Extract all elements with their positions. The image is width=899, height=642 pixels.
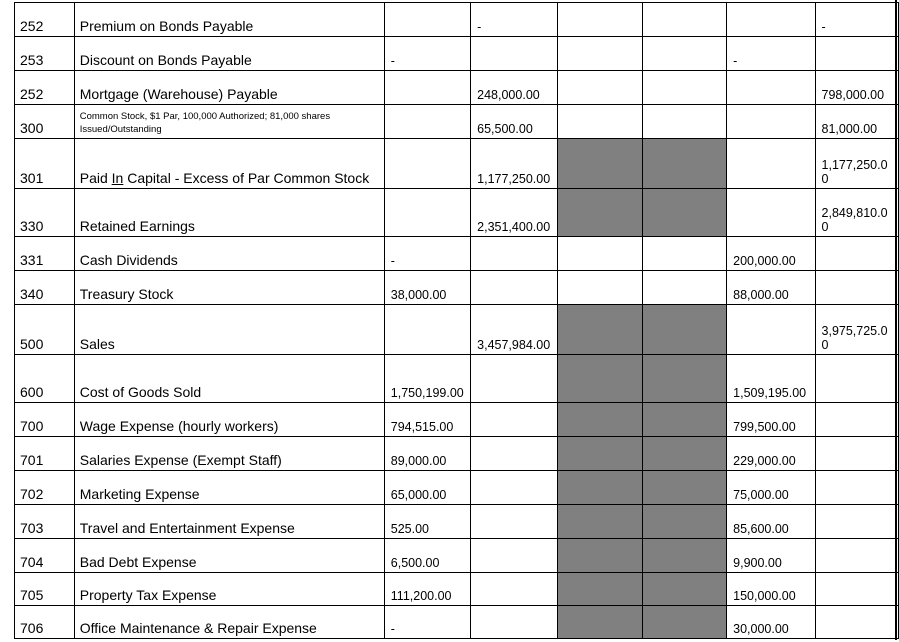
debit-cell-2: 150,000.00 — [727, 573, 815, 606]
ledger-row — [15, 505, 899, 539]
account-name: Sales — [74, 305, 384, 355]
account-number: 500 — [15, 305, 75, 355]
ledger-body — [15, 3, 899, 639]
credit-cell-2 — [815, 271, 898, 305]
account-name: Bad Debt Expense — [74, 539, 384, 573]
debit-cell-1: 525.00 — [384, 505, 470, 539]
debit-cell-2 — [727, 105, 815, 139]
credit-cell-1 — [471, 237, 557, 271]
account-name: Treasury Stock — [74, 271, 384, 305]
account-name — [74, 105, 384, 139]
account-name: Mortgage (Warehouse) Payable — [74, 71, 384, 105]
credit-cell-1 — [471, 606, 557, 639]
blank-cell-3 — [557, 3, 642, 37]
debit-cell-1 — [384, 189, 470, 237]
account-number: 331 — [15, 237, 75, 271]
debit-cell-1: 65,000.00 — [384, 471, 470, 505]
account-name: Property Tax Expense — [74, 573, 384, 606]
account-name-part: Paid — [79, 170, 112, 186]
debit-cell-1: - — [384, 606, 470, 639]
debit-cell-1: 1,750,199.00 — [384, 355, 470, 403]
debit-cell-1 — [384, 71, 470, 105]
account-number: 702 — [15, 471, 75, 505]
ledger-row — [15, 355, 899, 403]
blank-cell-3 — [557, 139, 642, 189]
account-number: 340 — [15, 271, 75, 305]
debit-cell-2 — [727, 189, 815, 237]
credit-cell-2: 798,000.00 — [815, 71, 898, 105]
credit-cell-2 — [815, 403, 898, 437]
account-number: 705 — [15, 573, 75, 606]
blank-cell-4 — [642, 606, 726, 639]
account-name-underlined: In — [111, 170, 124, 186]
debit-cell-2: 200,000.00 — [727, 237, 815, 271]
account-number: 252 — [15, 71, 75, 105]
blank-cell-3 — [557, 403, 642, 437]
debit-cell-2: 75,000.00 — [727, 471, 815, 505]
credit-cell-2: - — [815, 3, 898, 37]
account-number: 700 — [15, 403, 75, 437]
credit-cell-2: 3,975,725.00 — [815, 305, 898, 355]
blank-cell-4 — [642, 305, 726, 355]
account-number: 704 — [15, 539, 75, 573]
debit-cell-1 — [384, 139, 470, 189]
account-number: 701 — [15, 437, 75, 471]
debit-cell-1: 794,515.00 — [384, 403, 470, 437]
ledger-row — [15, 606, 899, 639]
ledger-row — [15, 3, 899, 37]
credit-cell-2: 81,000.00 — [815, 105, 898, 139]
credit-cell-2 — [815, 606, 898, 639]
blank-cell-3 — [557, 505, 642, 539]
blank-cell-3 — [557, 305, 642, 355]
debit-cell-1: 111,200.00 — [384, 573, 470, 606]
debit-cell-2: 1,509,195.00 — [727, 355, 815, 403]
debit-cell-1 — [384, 105, 470, 139]
ledger-row — [15, 573, 899, 606]
ledger-row — [15, 37, 899, 71]
blank-cell-3 — [557, 189, 642, 237]
credit-cell-2 — [815, 539, 898, 573]
debit-cell-1: - — [384, 37, 470, 71]
debit-cell-2: 85,600.00 — [727, 505, 815, 539]
blank-cell-4 — [642, 271, 726, 305]
debit-cell-1: - — [384, 237, 470, 271]
debit-cell-2: 229,000.00 — [727, 437, 815, 471]
credit-cell-1: 1,177,250.00 — [471, 139, 557, 189]
account-name: Retained Earnings — [74, 189, 384, 237]
debit-cell-2 — [727, 139, 815, 189]
blank-cell-3 — [557, 355, 642, 403]
blank-cell-3 — [557, 437, 642, 471]
blank-cell-4 — [642, 403, 726, 437]
blank-cell-4 — [642, 505, 726, 539]
ledger-row — [15, 271, 899, 305]
ledger-row — [15, 437, 899, 471]
blank-cell-3 — [557, 471, 642, 505]
account-number: 330 — [15, 189, 75, 237]
blank-cell-4 — [642, 3, 726, 37]
blank-cell-3 — [557, 539, 642, 573]
credit-cell-1: 248,000.00 — [471, 71, 557, 105]
credit-cell-2 — [815, 505, 898, 539]
account-number: 703 — [15, 505, 75, 539]
blank-cell-4 — [642, 37, 726, 71]
debit-cell-1: 89,000.00 — [384, 437, 470, 471]
ledger-row — [15, 105, 899, 139]
blank-cell-4 — [642, 189, 726, 237]
account-name: Discount on Bonds Payable — [74, 37, 384, 71]
ledger-row — [15, 471, 899, 505]
account-name: Wage Expense (hourly workers) — [74, 403, 384, 437]
account-number: 600 — [15, 355, 75, 403]
ledger-row — [15, 539, 899, 573]
credit-cell-2: 1,177,250.00 — [815, 139, 898, 189]
debit-cell-2: - — [727, 37, 815, 71]
account-number: 252 — [15, 3, 75, 37]
account-number: 706 — [15, 606, 75, 639]
credit-cell-1 — [471, 271, 557, 305]
debit-cell-2: 30,000.00 — [727, 606, 815, 639]
ledger-row — [15, 71, 899, 105]
account-number: 300 — [15, 105, 75, 139]
credit-cell-1: - — [471, 3, 557, 37]
credit-cell-1 — [471, 505, 557, 539]
account-name: Cost of Goods Sold — [74, 355, 384, 403]
blank-cell-4 — [642, 355, 726, 403]
ledger-row — [15, 139, 899, 189]
blank-cell-3 — [557, 71, 642, 105]
debit-cell-1 — [384, 3, 470, 37]
blank-cell-4 — [642, 139, 726, 189]
blank-cell-4 — [642, 437, 726, 471]
blank-cell-3 — [557, 37, 642, 71]
blank-cell-4 — [642, 237, 726, 271]
credit-cell-2: 2,849,810.00 — [815, 189, 898, 237]
blank-cell-4 — [642, 539, 726, 573]
debit-cell-1: 6,500.00 — [384, 539, 470, 573]
debit-cell-2: 88,000.00 — [727, 271, 815, 305]
ledger-row — [15, 189, 899, 237]
account-name: Marketing Expense — [74, 471, 384, 505]
blank-cell-4 — [642, 471, 726, 505]
blank-cell-3 — [557, 271, 642, 305]
blank-cell-4 — [642, 573, 726, 606]
account-name-part: Capital - Excess of Par Common Stock — [123, 170, 370, 186]
debit-cell-2: 799,500.00 — [727, 403, 815, 437]
credit-cell-1: 3,457,984.00 — [471, 305, 557, 355]
blank-cell-3 — [557, 573, 642, 606]
credit-cell-2 — [815, 471, 898, 505]
debit-cell-2 — [727, 305, 815, 355]
ledger-row — [15, 237, 899, 271]
credit-cell-1 — [471, 437, 557, 471]
account-name — [74, 139, 384, 189]
account-name: Premium on Bonds Payable — [74, 3, 384, 37]
credit-cell-2 — [815, 37, 898, 71]
credit-cell-2 — [815, 355, 898, 403]
credit-cell-1 — [471, 539, 557, 573]
blank-cell-4 — [642, 71, 726, 105]
credit-cell-2 — [815, 437, 898, 471]
debit-cell-2 — [727, 3, 815, 37]
credit-cell-1: 65,500.00 — [471, 105, 557, 139]
blank-cell-3 — [557, 606, 642, 639]
credit-cell-2 — [815, 573, 898, 606]
debit-cell-1 — [384, 305, 470, 355]
credit-cell-1 — [471, 355, 557, 403]
blank-cell-3 — [557, 237, 642, 271]
account-name-text: Common Stock, $1 Par, 100,000 Authorized; 81,000 shares Issued/Outstanding — [79, 111, 331, 135]
blank-cell-4 — [642, 105, 726, 139]
account-name: Salaries Expense (Exempt Staff) — [74, 437, 384, 471]
blank-cell-3 — [557, 105, 642, 139]
credit-cell-2 — [815, 237, 898, 271]
debit-cell-2: 9,900.00 — [727, 539, 815, 573]
account-number: 301 — [15, 139, 75, 189]
account-name: Cash Dividends — [74, 237, 384, 271]
credit-cell-1 — [471, 471, 557, 505]
ledger-row — [15, 403, 899, 437]
credit-cell-1 — [471, 37, 557, 71]
account-name: Office Maintenance & Repair Expense — [74, 606, 384, 639]
ledger-row — [15, 305, 899, 355]
credit-cell-1 — [471, 573, 557, 606]
account-number: 253 — [15, 37, 75, 71]
ledger-table — [14, 2, 899, 639]
debit-cell-2 — [727, 71, 815, 105]
credit-cell-1: 2,351,400.00 — [471, 189, 557, 237]
debit-cell-1: 38,000.00 — [384, 271, 470, 305]
account-name: Travel and Entertainment Expense — [74, 505, 384, 539]
credit-cell-1 — [471, 403, 557, 437]
